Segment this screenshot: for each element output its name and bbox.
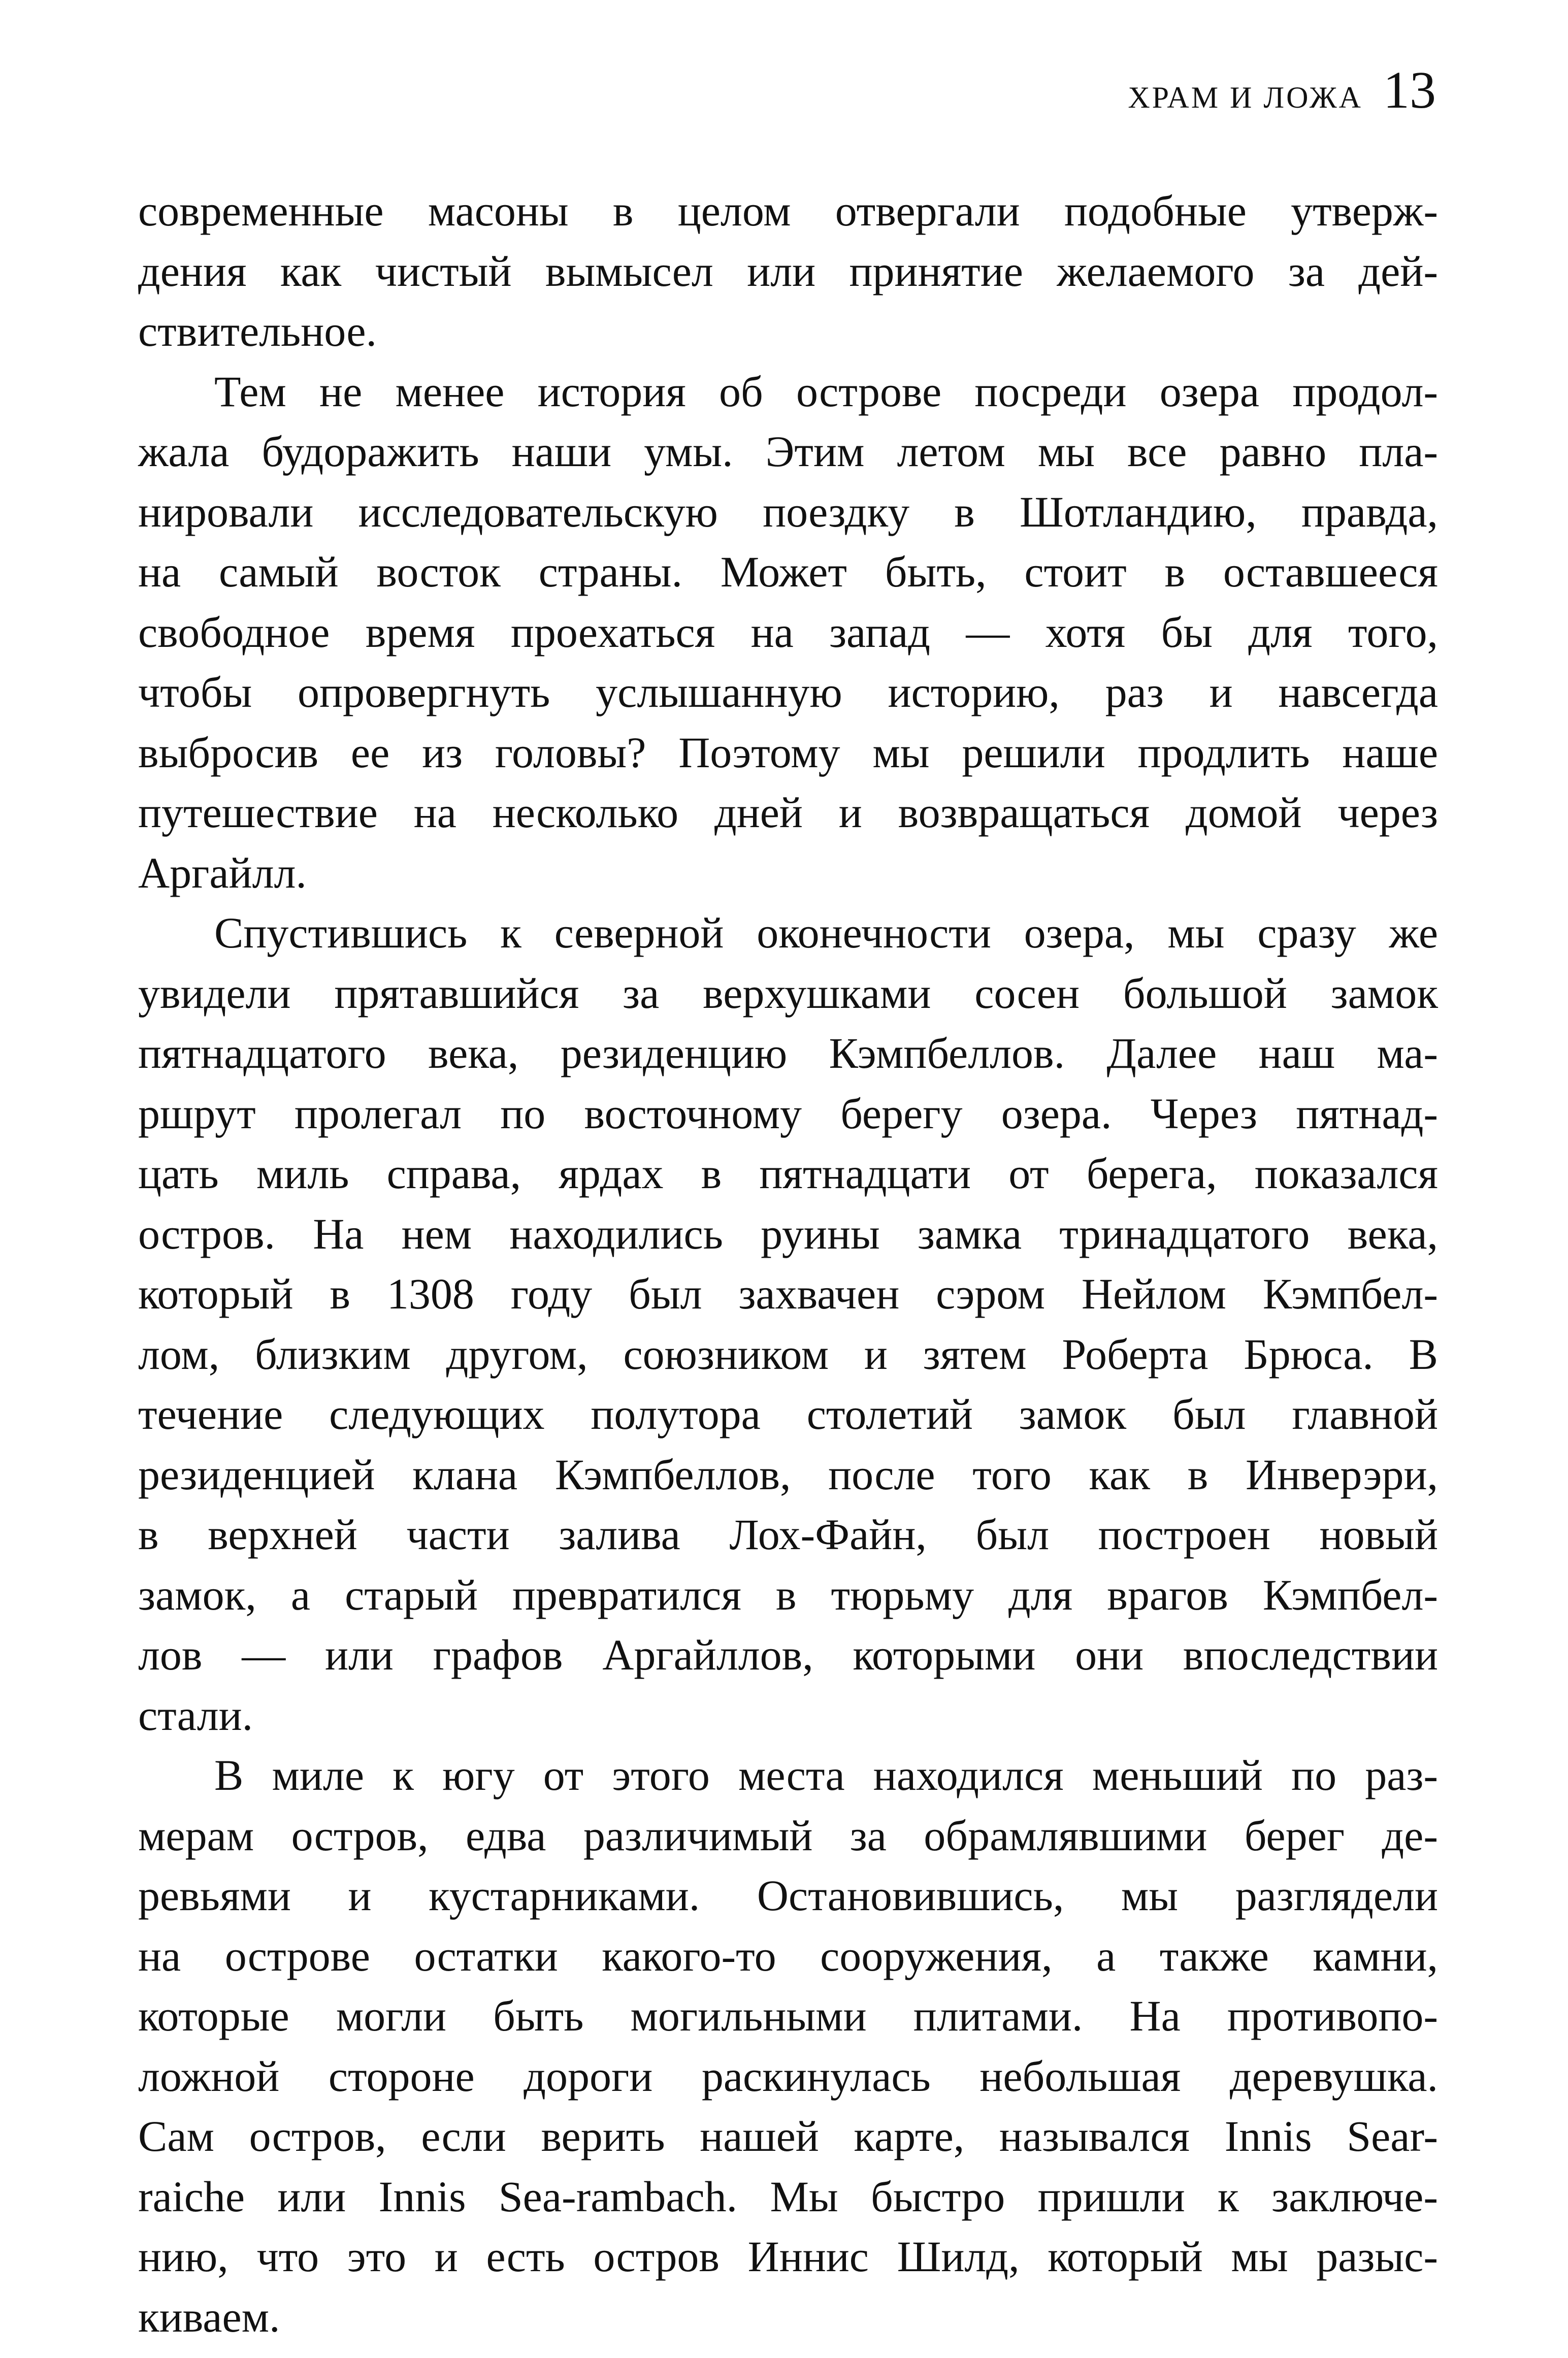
page-number: 13 [1383, 61, 1436, 119]
text-line: стали. [138, 1690, 253, 1740]
text-line: течение следующих полутора столетий замок был главной [138, 1390, 1438, 1438]
running-title: ХРАМ И ЛОЖА [1128, 81, 1363, 114]
text-line: который в 1308 году был захвачен сэром Нейлом Кэмпбел- [138, 1269, 1438, 1318]
text-line: в верхней части залива Лох-Файн, был построен новый [138, 1510, 1438, 1559]
body-text [138, 181, 1438, 2347]
text-line: ршрут пролегал по восточному берегу озера. Через пятнад- [138, 1089, 1438, 1138]
text-line: Аргайлл. [138, 848, 307, 897]
text-line: замок, а старый превратился в тюрьму для врагов Кэмпбел- [138, 1570, 1438, 1619]
text-line: мерам остров, едва различимый за обрамлявшими берег де- [138, 1811, 1438, 1860]
text-line: Тем не менее история об острове посреди озера продол- [214, 367, 1438, 416]
text-line: ревьями и кустарниками. Остановившись, мы разглядели [138, 1871, 1438, 1920]
text-line: нию, что это и есть остров Иннис Шилд, который мы разыс- [138, 2232, 1438, 2281]
text-line: ствительное. [138, 307, 377, 355]
text-line: Сам остров, если верить нашей карте, назывался Innis Sear- [138, 2112, 1438, 2160]
text-line: В миле к югу от этого места находился меньший по раз- [214, 1751, 1438, 1799]
text-line: резиденцией клана Кэмпбеллов, после того как в Инверэри, [138, 1450, 1438, 1499]
text-line: увидели прятавшийся за верхушками сосен большой замок [138, 968, 1438, 1018]
text-line: остров. На нем находились руины замка тринадцатого века, [138, 1209, 1438, 1258]
text-line: на острове остатки какого-то сооружения, а также камни, [138, 1931, 1438, 1980]
text-line: современные масоны в целом отвергали подобные утверж- [138, 186, 1438, 235]
text-line: выбросив ее из головы? Поэтому мы решили продлить наше [138, 728, 1438, 777]
text-line: жала будоражить наши умы. Этим летом мы все равно пла- [138, 427, 1438, 476]
text-line: ложной стороне дороги раскинулась небольшая деревушка. [138, 2051, 1438, 2101]
text-line: дения как чистый вымысел или принятие желаемого за дей- [138, 246, 1438, 296]
text-line: свободное время проехаться на запад — хотя бы для того, [138, 607, 1438, 657]
text-line: лом, близким другом, союзником и зятем Роберта Брюса. В [138, 1329, 1438, 1379]
text-line: на самый восток страны. Может быть, стоит в оставшееся [138, 547, 1438, 596]
text-line: Спустившись к северной оконечности озера, мы сразу же [214, 908, 1438, 957]
text-line: цать миль справа, ярдах в пятнадцати от берега, показался [138, 1149, 1438, 1198]
text-line: лов — или графов Аргайллов, которыми они впоследствии [138, 1630, 1438, 1679]
text-line: киваем. [138, 2292, 280, 2341]
text-line: нировали исследовательскую поездку в Шотландию, правда, [138, 487, 1438, 536]
running-head [1128, 60, 1436, 120]
text-line: пятнадцатого века, резиденцию Кэмпбеллов. Далее наш ма- [138, 1029, 1438, 1077]
text-line: raiche или Innis Sea-rambach. Мы быстро пришли к заключе- [138, 2172, 1438, 2221]
text-line: чтобы опровергнуть услышанную историю, раз и навсегда [138, 668, 1438, 716]
text-line: которые могли быть могильными плитами. На противопо- [138, 1991, 1438, 2040]
text-line: путешествие на несколько дней и возвращаться домой через [138, 788, 1438, 837]
